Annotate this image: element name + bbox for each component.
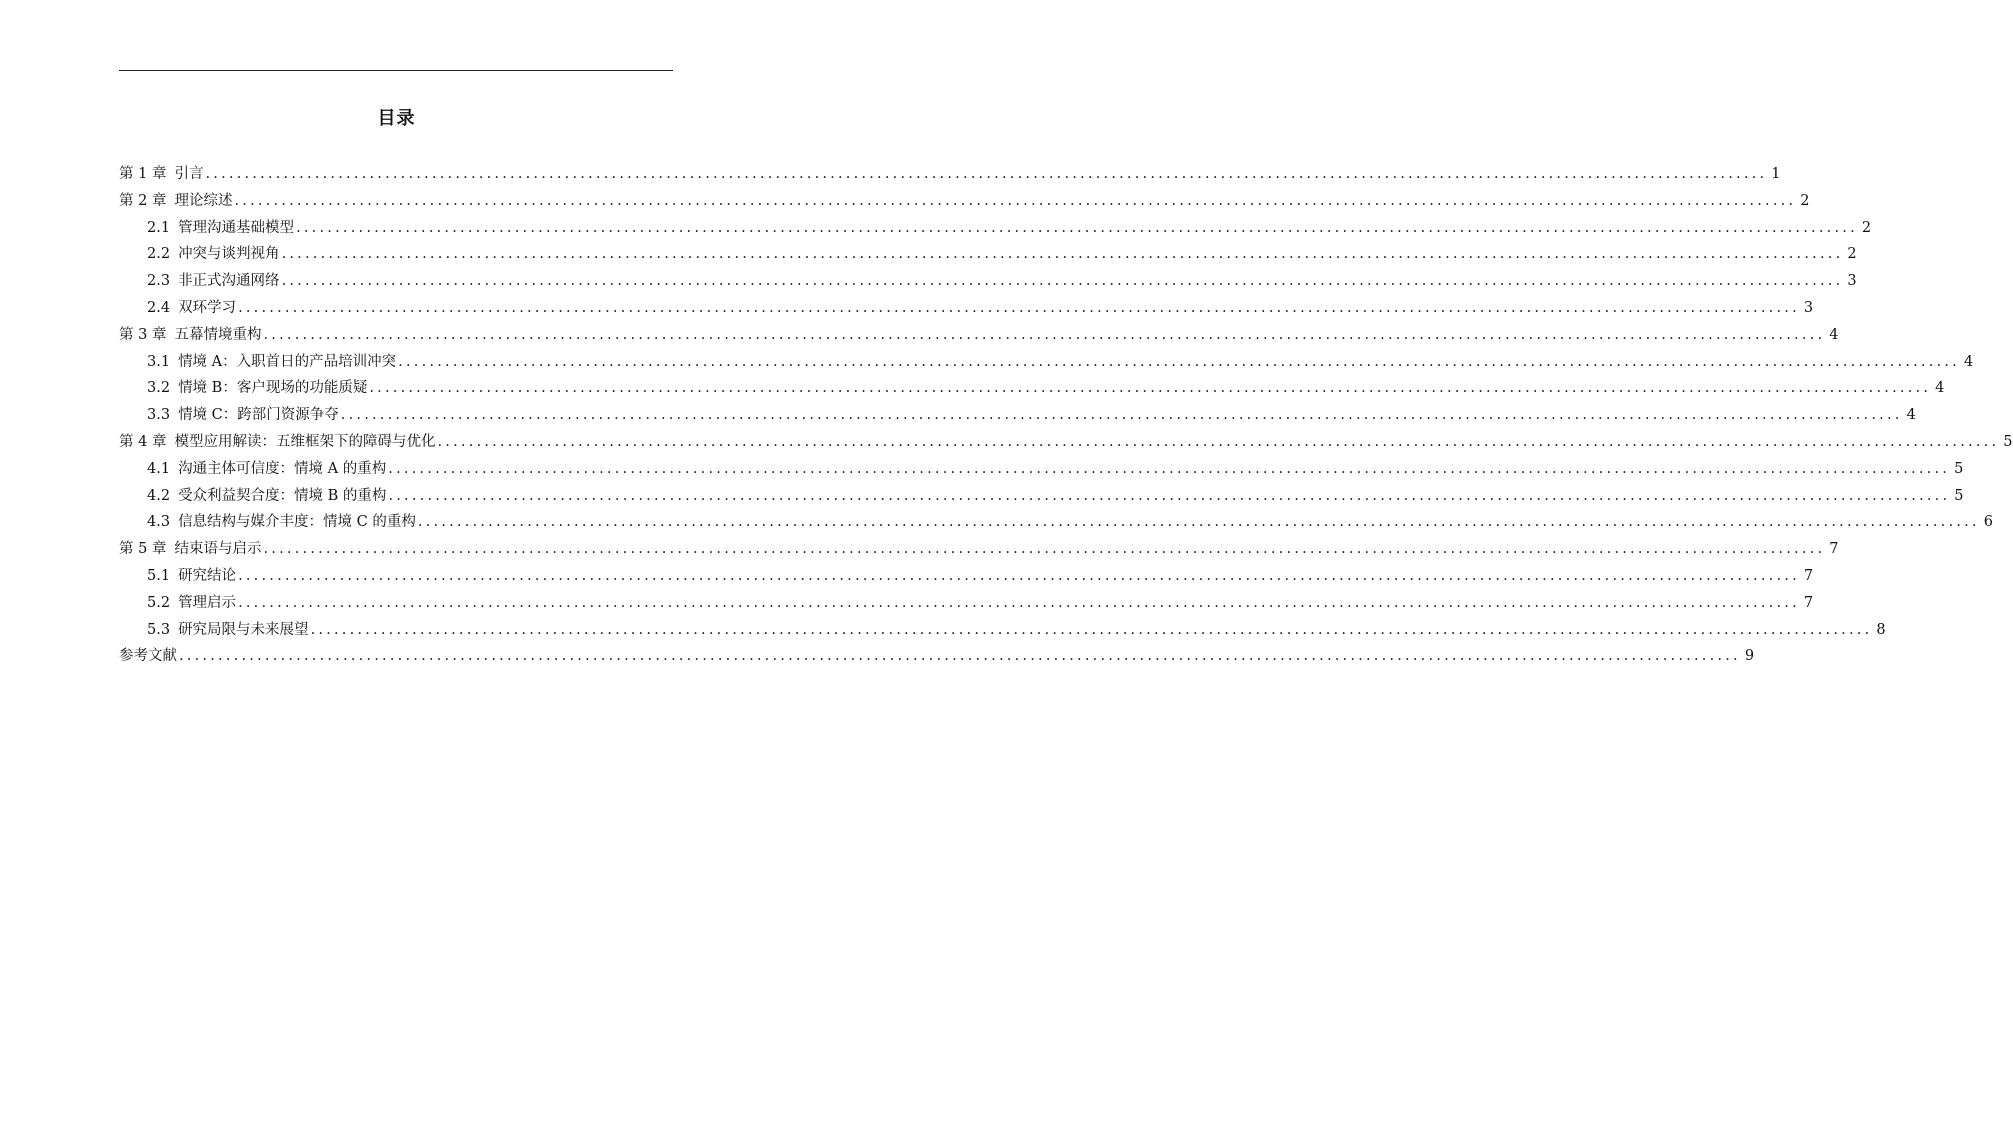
toc-entry-title: 五幕情境重构 [174, 326, 262, 343]
toc-section-entry[interactable] [119, 456, 1964, 483]
toc-entry-page-number: 5 [2003, 433, 2013, 450]
toc-entry-number: 2.4 [147, 299, 171, 316]
toc-entry-page-number: 1 [1771, 166, 1781, 182]
toc-dot-leader: ........................................................................................................................................................................................................ [281, 273, 1844, 290]
toc-dot-leader: ........................................................................................................................................................................................................ [238, 567, 1800, 584]
toc-entry-page-number: 2 [1800, 192, 1810, 209]
toc-entry-title: 双环学习 [178, 299, 237, 316]
toc-dot-leader: ........................................................................................................................................................................................................ [238, 594, 1800, 611]
toc-dot-leader: ........................................................................................................................................................................................................ [388, 487, 1951, 504]
toc-entry-page-number: 5 [1954, 460, 1964, 477]
toc-section-entry[interactable] [119, 509, 1993, 536]
toc-entry-page-number: 7 [1803, 567, 1814, 584]
toc-entry-page-number: 5 [1954, 487, 1964, 504]
toc-entry-title: 结束语与启示 [174, 541, 262, 558]
toc-section-entry[interactable] [119, 563, 1814, 590]
toc-entry-title: 管理启示 [178, 594, 237, 611]
toc-entry-page-number: 9 [1744, 648, 1755, 665]
toc-entry-number: 第 5 章 [119, 541, 167, 558]
toc-dot-leader: ........................................................................................................................................................................................................ [238, 299, 1800, 316]
toc-dot-leader: ........................................................................................................................................................................................................ [388, 460, 1951, 477]
toc-entry-page-number: 3 [1847, 273, 1857, 290]
toc-entry-title: 理论综述 [174, 192, 233, 209]
toc-entry-page-number: 4 [1829, 326, 1839, 343]
toc-entry-number: 第 4 章 [119, 433, 167, 450]
toc-entry-title: 冲突与谈判视角 [178, 246, 280, 263]
toc-entry-title: 引言 [174, 166, 204, 182]
toc-entry-title: 参考文献 [119, 648, 177, 665]
toc-entry-number: 4.3 [147, 514, 171, 531]
toc-entry-page-number: 4 [1963, 353, 1974, 370]
toc-entry-page-number: 2 [1861, 219, 1872, 236]
toc-entry-number: 5.2 [147, 594, 171, 611]
toc-entry-page-number: 4 [1906, 407, 1916, 424]
toc-entry-title: 沟通主体可信度：情境 A 的重构 [178, 460, 387, 477]
toc-entry-number: 3.2 [147, 380, 171, 397]
toc-dot-leader: ........................................................................................................................................................................................................ [340, 407, 1903, 424]
toc-entry-title: 研究局限与未来展望 [178, 621, 309, 638]
toc-entry-page-number: 7 [1829, 541, 1839, 558]
toc-entry-number: 5.3 [147, 621, 171, 638]
toc-entry-title: 研究结论 [178, 567, 237, 584]
toc-chapter-entry[interactable] [119, 429, 2013, 456]
toc-section-entry[interactable] [119, 295, 1814, 322]
toc-dot-leader: ........................................................................................................................................................................................................ [179, 648, 1741, 665]
toc-entry-page-number: 3 [1803, 299, 1814, 316]
toc-entry-page-number: 8 [1876, 621, 1886, 638]
toc-dot-leader: ........................................................................................................................................................................................................ [417, 514, 1980, 531]
toc-dot-leader: ........................................................................................................................................................................................................ [310, 621, 1873, 638]
toc-dot-leader: ........................................................................................................................................................................................................ [437, 433, 2000, 450]
toc-chapter-entry[interactable] [119, 188, 1810, 215]
toc-dot-leader: ........................................................................................................................................................................................................ [234, 192, 1797, 209]
toc-entry-page-number: 4 [1935, 380, 1945, 397]
toc-section-entry[interactable] [119, 375, 1945, 402]
toc-dot-leader: ........................................................................................................................................................................................................ [263, 326, 1826, 343]
toc-section-entry[interactable] [119, 402, 1916, 429]
toc-section-entry[interactable] [119, 268, 1857, 295]
toc-entry-title: 情境 C：跨部门资源争夺 [178, 407, 339, 424]
toc-entry-title: 情境 A：入职首日的产品培训冲突 [178, 353, 397, 370]
toc-dot-leader: ........................................................................................................................................................................................................ [398, 353, 1960, 370]
table-of-contents [119, 161, 2013, 670]
toc-dot-leader: ........................................................................................................................................................................................................ [205, 166, 1768, 182]
toc-entry-page-number: 2 [1847, 246, 1857, 263]
toc-entry-title: 管理沟通基础模型 [178, 219, 295, 236]
toc-entry-title: 受众利益契合度：情境 B 的重构 [178, 487, 387, 504]
toc-entry-page-number: 6 [1983, 514, 1993, 531]
toc-title: 目录 [377, 108, 416, 129]
toc-entry-number: 第 1 章 [119, 166, 167, 182]
toc-chapter-entry[interactable] [119, 161, 1781, 188]
toc-section-entry[interactable] [119, 483, 1964, 510]
toc-chapter-entry[interactable] [119, 322, 1839, 349]
toc-entry-number: 第 2 章 [119, 192, 167, 209]
toc-entry-number: 3.1 [147, 353, 171, 370]
toc-entry-number: 3.3 [147, 407, 171, 424]
toc-section-entry[interactable] [119, 590, 1814, 617]
header-rule [119, 70, 673, 71]
toc-section-entry[interactable] [119, 215, 1872, 242]
toc-entry-number: 第 3 章 [119, 326, 167, 343]
toc-entry-number: 5.1 [147, 567, 171, 584]
toc-chapter-entry[interactable] [119, 643, 1755, 670]
toc-section-entry[interactable] [119, 241, 1857, 268]
toc-entry-title: 模型应用解读：五维框架下的障碍与优化 [174, 433, 436, 450]
toc-entry-title: 信息结构与媒介丰度：情境 C 的重构 [178, 514, 416, 531]
toc-chapter-entry[interactable] [119, 536, 1839, 563]
toc-entry-number: 4.1 [147, 460, 171, 477]
toc-section-entry[interactable] [119, 617, 1886, 644]
toc-entry-number: 2.1 [147, 219, 171, 236]
toc-entry-number: 2.2 [147, 246, 171, 263]
toc-dot-leader: ........................................................................................................................................................................................................ [263, 541, 1826, 558]
toc-dot-leader: ........................................................................................................................................................................................................ [369, 380, 1932, 397]
toc-entry-title: 情境 B：客户现场的功能质疑 [178, 380, 368, 397]
toc-entry-number: 2.3 [147, 273, 171, 290]
toc-dot-leader: ........................................................................................................................................................................................................ [281, 246, 1844, 263]
toc-entry-number: 4.2 [147, 487, 171, 504]
toc-entry-page-number: 7 [1803, 594, 1814, 611]
toc-section-entry[interactable] [119, 349, 1974, 376]
toc-entry-title: 非正式沟通网络 [178, 273, 280, 290]
toc-dot-leader: ........................................................................................................................................................................................................ [296, 219, 1858, 236]
